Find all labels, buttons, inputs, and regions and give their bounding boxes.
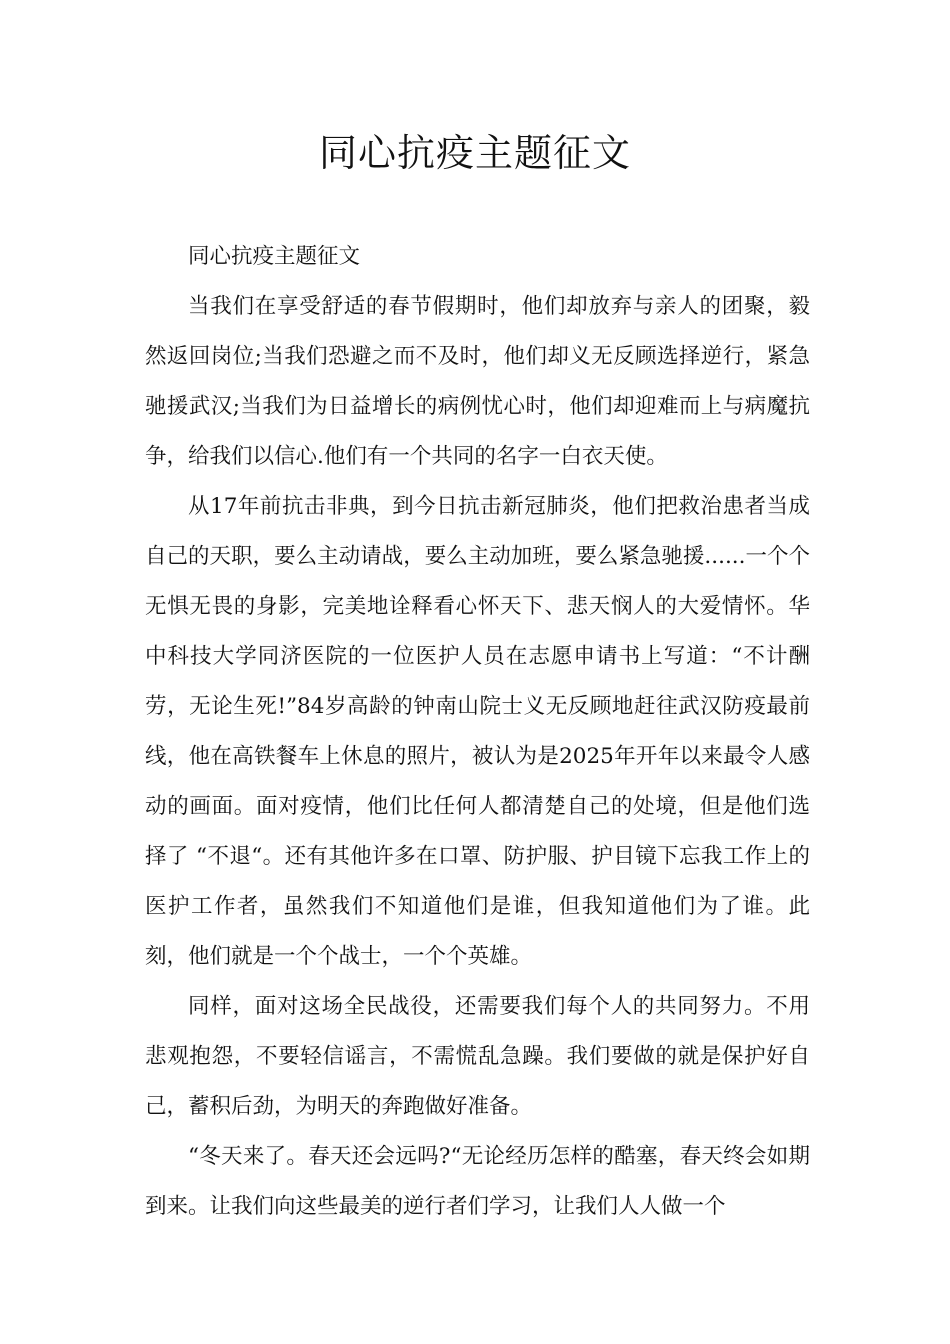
paragraph-1: 当我们在享受舒适的春节假期时，他们却放弃与亲人的团聚，毅然返回岗位;当我们恐避之而不及时，他们却义无反顾选择逆行，紧急驰援武汉;当我们为日益增长的病例忧心时，他们却迎难而上与病魔抗争，给我们以信心.他们有一个共同的名字一白衣天使。	[145, 294, 810, 469]
document-body	[145, 232, 810, 1232]
paragraph-subtitle: 同心抗疫主题征文	[188, 244, 361, 269]
paragraph-3: 同样，面对这场全民战役，还需要我们每个人的共同努力。不用悲观抱怨，不要轻信谣言，不需慌乱急躁。我们要做的就是保护好自己，蓄积后劲，为明天的奔跑做好准备。	[145, 994, 810, 1119]
paragraph-4: “冬天来了。春天还会远吗?“无论经历怎样的酷塞，春天终会如期到来。让我们向这些最美的逆行者们学习，让我们人人做一个	[145, 1144, 810, 1219]
document-title: 同心抗疫主题征文	[318, 131, 631, 175]
paragraph-2: 从17年前抗击非典，到今日抗击新冠肺炎，他们把救治患者当成自己的天职，要么主动请战，要么主动加班，要么紧急驰援......一个个无惧无畏的身影，完美地诠释看心怀天下、悲天悯人的大爱情怀。华中科技大学同济医院的一位医护人员在志愿申请书上写道：“不计酬劳，无论生死!”84岁高龄的钟南山院士义无反顾地赶往武汉防疫最前线，他在高铁餐车上休息的照片，被认为是2025年开年以来最令人感动的画面。面对疫情，他们比任何人都清楚自己的处境，但是他们选择了 “不退“。还有其他许多在口罩、防护服、护目镜下忘我工作上的医护工作者，虽然我们不知道他们是谁，但我知道他们为了谁。此刻，他们就是一个个战士，一个个英雄。	[145, 494, 810, 969]
